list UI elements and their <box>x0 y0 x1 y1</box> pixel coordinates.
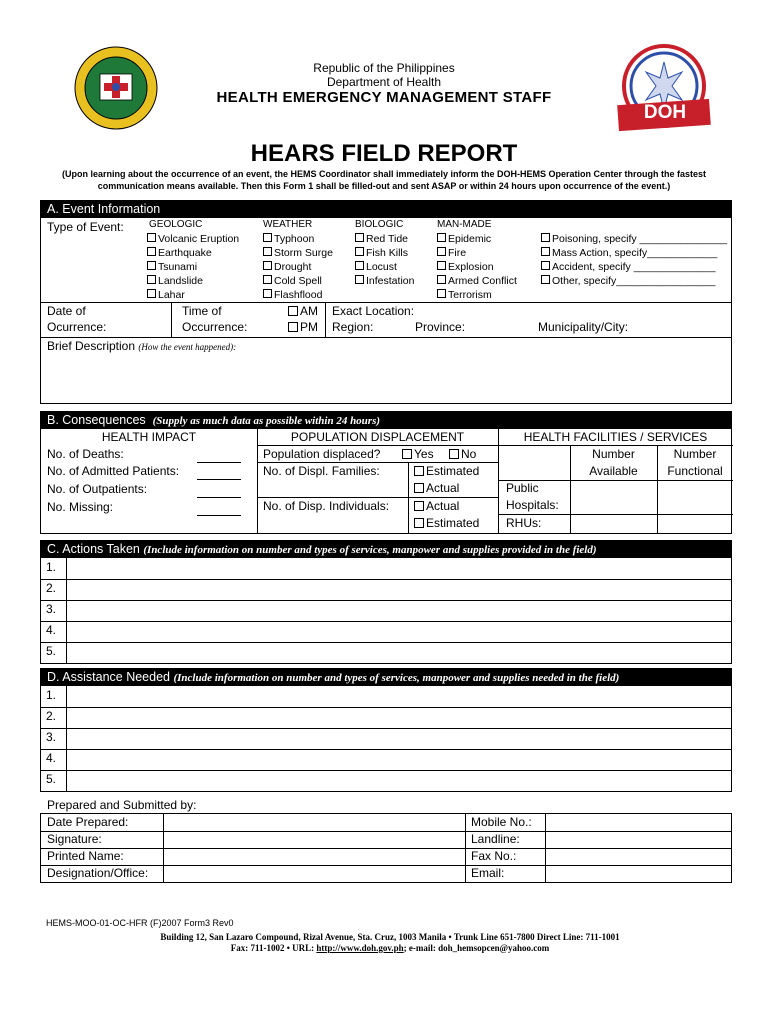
population-displacement-heading: POPULATION DISPLACEMENT <box>290 430 465 444</box>
section-d-heading <box>41 669 731 686</box>
checkbox-terrorism[interactable]: Terrorism <box>437 289 492 301</box>
signature-label: Signature: <box>47 832 102 846</box>
header-country: Republic of the Philippines <box>313 61 455 75</box>
category-biologic: BIOLOGIC <box>355 219 404 230</box>
time-of-occurrence-label: Time of <box>182 304 222 318</box>
section-a-event-information <box>40 200 732 404</box>
section-c-actions-taken <box>40 540 732 664</box>
checkbox-locust[interactable]: Locust <box>355 261 397 273</box>
designation-office-label: Designation/Office: <box>47 866 149 880</box>
checkbox-lahar[interactable]: Lahar <box>147 289 185 301</box>
printed-name-label: Printed Name: <box>47 849 124 863</box>
time-of-occurrence-label-2: Occurrence: <box>182 320 248 334</box>
checkbox-flashflood[interactable]: Flashflood <box>263 289 322 301</box>
outpatients-field[interactable] <box>197 497 241 498</box>
hems-doh-logo <box>612 44 716 132</box>
checkbox-armed-conflict[interactable]: Armed Conflict <box>437 275 517 287</box>
checkbox-landslide[interactable]: Landslide <box>147 275 203 287</box>
divider <box>41 749 731 750</box>
checkbox-cold-spell[interactable]: Cold Spell <box>263 275 322 287</box>
divider <box>41 642 731 643</box>
type-of-event-label: Type of Event: <box>47 220 124 234</box>
header-department: Department of Health <box>326 75 442 89</box>
action-row-number: 2. <box>46 581 57 595</box>
section-b-heading <box>41 412 731 429</box>
divider <box>41 831 731 832</box>
divider <box>41 848 731 849</box>
divider <box>257 497 498 498</box>
checkbox-storm-surge[interactable]: Storm Surge <box>263 247 333 259</box>
public-hospitals-label: Public <box>506 481 539 495</box>
mobile-no-label: Mobile No.: <box>471 815 532 829</box>
displaced-families-label: No. of Displ. Families: <box>263 464 380 478</box>
checkbox-families-estimated[interactable]: Estimated <box>414 464 479 478</box>
population-displaced-question: Population displaced? <box>263 447 381 461</box>
divider <box>41 728 731 729</box>
checkbox-individuals-estimated[interactable]: Estimated <box>414 516 479 530</box>
deaths-label: No. of Deaths: <box>47 447 124 461</box>
checkbox-mass-action[interactable]: Mass Action, specify____________ <box>541 247 717 259</box>
checkbox-other[interactable]: Other, specify_________________ <box>541 275 715 287</box>
divider <box>498 514 733 515</box>
assistance-row-number: 5. <box>46 772 57 786</box>
category-man-made: MAN-MADE <box>437 219 492 230</box>
checkbox-displaced-no[interactable]: No <box>449 447 476 461</box>
checkbox-epidemic[interactable]: Epidemic <box>437 233 491 245</box>
section-b-consequences <box>40 411 732 534</box>
divider <box>257 445 498 446</box>
checkbox-am[interactable]: AM <box>288 304 318 318</box>
checkbox-displaced-yes[interactable]: Yes <box>402 447 434 461</box>
checkbox-infestation[interactable]: Infestation <box>355 275 414 287</box>
outpatients-label: No. of Outpatients: <box>47 482 148 496</box>
divider <box>171 302 172 337</box>
section-c-heading <box>41 541 731 558</box>
section-d-note: (Include information on number and types of services, manpower and supplies needed in the field) <box>173 672 620 684</box>
missing-label: No. Missing: <box>47 500 114 514</box>
divider <box>41 337 731 338</box>
divider <box>66 558 67 663</box>
footer-address-block <box>60 932 720 954</box>
date-of-occurrence-label: Date of <box>47 304 86 318</box>
header-office: HEALTH EMERGENCY MANAGEMENT STAFF <box>216 89 552 106</box>
province-label: Province: <box>415 320 466 334</box>
section-d-title: D. Assistance Needed <box>47 670 170 684</box>
region-label: Region: <box>332 320 374 334</box>
section-c-title: C. Actions Taken <box>47 542 140 556</box>
brief-description-text: Brief Description <box>47 339 136 353</box>
checkbox-fire[interactable]: Fire <box>437 247 466 259</box>
action-row-number: 4. <box>46 623 57 637</box>
page-title: HEARS FIELD REPORT <box>250 140 518 167</box>
date-of-occurrence-label-2: Ocurrence: <box>47 320 107 334</box>
public-hospitals-label-2: Hospitals: <box>506 498 559 512</box>
section-b-note: (Supply as much data as possible within 24 hours) <box>152 415 381 427</box>
assistance-row-number: 1. <box>46 688 57 702</box>
divider <box>41 770 731 771</box>
action-row-number: 1. <box>46 560 57 574</box>
rhus-label: RHUs: <box>506 516 542 530</box>
checkbox-families-actual[interactable]: Actual <box>414 481 459 495</box>
prepared-by-table <box>40 813 732 883</box>
footer-email: ; e-mail: doh_hemsopcen@yahoo.com <box>403 943 550 953</box>
admitted-patients-field[interactable] <box>197 479 241 480</box>
category-geologic: GEOLOGIC <box>149 219 203 230</box>
number-functional-heading: Number <box>673 447 717 461</box>
assistance-row-number: 2. <box>46 709 57 723</box>
action-row-number: 3. <box>46 602 57 616</box>
checkbox-explosion[interactable]: Explosion <box>437 261 494 273</box>
checkbox-volcanic-eruption[interactable]: Volcanic Eruption <box>147 233 239 245</box>
deaths-field[interactable] <box>197 462 241 463</box>
divider <box>41 707 731 708</box>
divider <box>257 462 498 463</box>
displaced-individuals-label: No. of Disp. Individuals: <box>263 499 390 513</box>
doh-website-link[interactable]: http://www.doh.gov.ph <box>316 943 404 953</box>
assistance-row-number: 4. <box>46 751 57 765</box>
divider <box>66 686 67 791</box>
checkbox-typhoon[interactable]: Typhoon <box>263 233 314 245</box>
divider <box>41 302 731 303</box>
fax-no-label: Fax No.: <box>471 849 517 863</box>
brief-description-note: (How the event happened): <box>138 342 237 352</box>
intro-instructions: (Upon learning about the occurrence of an event, the HEMS Coordinator shall immediately inform the DOH-HEMS Operation Center through the fastest communication means available. Then this Form 1 shall be filled-out and sent ASAP or within 24 hours upon occurrence of the event.) <box>61 169 707 191</box>
footer-address: Building 12, San Lazaro Compound, Rizal Avenue, Sta. Cruz, 1003 Manila • Trunk Line 651-7800 Direct Line: 711-1001 <box>160 932 620 942</box>
health-impact-heading: HEALTH IMPACT <box>101 430 197 444</box>
footer-fax: Fax: 711-1002 • URL: <box>230 943 317 953</box>
checkbox-tsunami[interactable]: Tsunami <box>147 261 197 273</box>
prepared-by-label: Prepared and Submitted by: <box>47 798 197 812</box>
checkbox-pm[interactable]: PM <box>288 320 318 334</box>
divider <box>41 621 731 622</box>
divider <box>41 579 731 580</box>
municipality-label: Municipality/City: <box>538 320 629 334</box>
checkbox-red-tide[interactable]: Red Tide <box>355 233 408 245</box>
checkbox-accident[interactable]: Accident, specify ______________ <box>541 261 715 273</box>
date-prepared-label: Date Prepared: <box>47 815 129 829</box>
doh-seal-logo <box>74 46 158 130</box>
assistance-row-number: 3. <box>46 730 57 744</box>
divider <box>325 302 326 337</box>
missing-field[interactable] <box>197 515 241 516</box>
checkbox-individuals-actual[interactable]: Actual <box>414 499 459 513</box>
landline-label: Landline: <box>471 832 520 846</box>
checkbox-drought[interactable]: Drought <box>263 261 311 273</box>
footer-contact <box>60 943 720 954</box>
brief-description-label <box>47 339 236 353</box>
checkbox-earthquake[interactable]: Earthquake <box>147 247 212 259</box>
checkbox-poisoning[interactable]: Poisoning, specify _______________ <box>541 233 727 245</box>
doh-logo-text: DOH <box>643 102 687 123</box>
action-row-number: 5. <box>46 644 57 658</box>
number-functional-heading-2: Functional <box>667 464 723 478</box>
form-code: HEMS-MOO-01-OC-HFR (F)2007 Form3 Rev0 <box>46 918 234 928</box>
divider <box>41 600 731 601</box>
number-available-heading-2: Available <box>589 464 638 478</box>
divider <box>498 445 733 446</box>
section-a-heading: A. Event Information <box>41 201 731 218</box>
section-b-title: B. Consequences <box>47 413 146 427</box>
health-facilities-heading: HEALTH FACILITIES / SERVICES <box>523 430 708 444</box>
number-available-heading: Number <box>592 447 635 461</box>
category-weather: WEATHER <box>263 219 313 230</box>
email-label: Email: <box>471 866 505 880</box>
exact-location-label: Exact Location: <box>332 304 415 318</box>
admitted-patients-label: No. of Admitted Patients: <box>47 464 180 478</box>
section-c-note: (Include information on number and types of services, manpower and supplies provided in the field) <box>143 544 597 556</box>
checkbox-fish-kills[interactable]: Fish Kills <box>355 247 408 259</box>
section-d-assistance-needed <box>40 668 732 792</box>
